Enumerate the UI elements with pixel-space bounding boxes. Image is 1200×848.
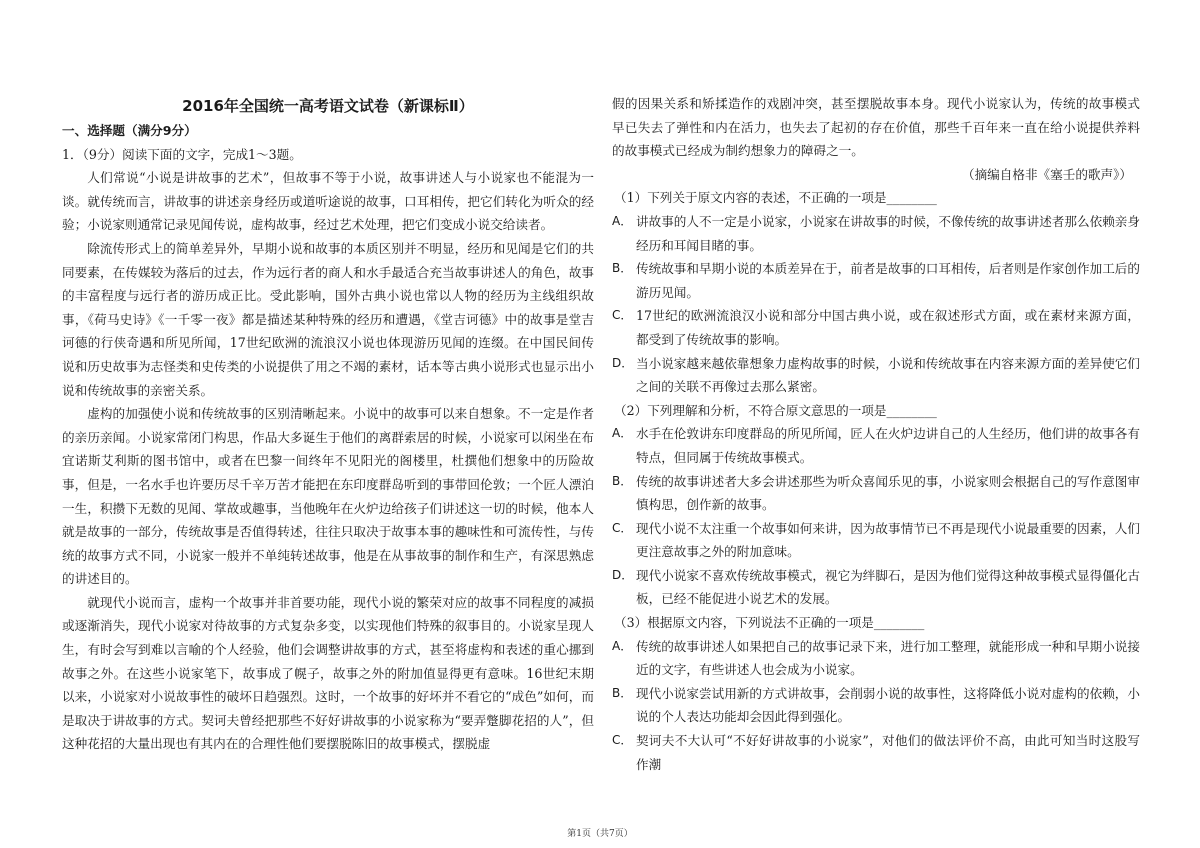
sub-question-1-option-a xyxy=(612,210,1140,257)
question-1-heading: 1．（9分）阅读下面的文字，完成1～3题。 xyxy=(62,146,302,162)
sub-question-3-option-a xyxy=(612,635,1140,682)
option-label: A． xyxy=(612,426,633,441)
option-label: D． xyxy=(612,567,634,582)
passage-paragraph-3: 虚构的加强使小说和传统故事的区别清晰起来。小说中的故事可以来自想象。不一定是作者的亲历亲闻。小说家常闭门构思，作品大多诞生于他们的离群索居的时候，小说家可以闲坐在布宜诺斯艾利斯的图书馆中，或者在巴黎一间终年不见阳光的阁楼里，杜撰他们想象中的历险故事，但是，一名水手也许要历尽千辛万苦才能把在东印度群岛听到的事带回伦敦；一个匠人漂泊一生，积攒下无数的见闻、掌故或趣事，当他晚年在火炉边给孩子们讲述这一切的时候，他本人就是故事的一部分，传统故事是否值得转述，往往只取决于故事本事的趣味性和可流传性，与传统的故事方式不同，小说家一般并不单纯转述故事，他是在从事故事的制作和生产，有深思熟虑的讲述目的。 xyxy=(62,406,594,587)
section-heading: 一、选择题（满分9分） xyxy=(62,123,197,138)
sub-question-3-option-c xyxy=(612,729,1140,776)
passage-paragraph-4-continued: 假的因果关系和矫揉造作的戏剧冲突，甚至摆脱故事本身。现代小说家认为，传统的故事模式早已失去了弹性和内在活力，也失去了起初的存在价值，那些千百年来一直在给小说提供养料的故事模式已经成为制约想象力的障碍之一。 xyxy=(612,96,1140,159)
sub-question-1-option-b xyxy=(612,257,1140,304)
sub-question-1-option-c xyxy=(612,304,1140,351)
option-text: 现代小说家不喜欢传统故事模式，视它为绊脚石，是因为他们觉得这种故事模式显得僵化古板，已经不能促进小说艺术的发展。 xyxy=(636,567,1140,607)
sub-question-1-stem: （1）下列关于原文内容的表述，不正确的一项是________ xyxy=(614,190,937,206)
sub-question-3-option-b xyxy=(612,682,1140,729)
option-text: 契诃夫不大认可“不好好讲故事的小说家”，对他们的做法评价不高，由此可知当时这股写作潮 xyxy=(636,733,1140,772)
option-text: 传统的故事讲述者大多会讲述那些为听众喜闻乐见的事，小说家则会根据自己的写作意图审慎构思，创作新的故事。 xyxy=(636,473,1140,513)
right-column xyxy=(612,92,1140,776)
sub-question-2-stem: （2）下列理解和分析，不符合原文意思的一项是________ xyxy=(614,402,937,418)
sub-question-2-option-d xyxy=(612,564,1140,611)
passage-source: （摘编自格非《塞壬的歌声》） xyxy=(961,166,1132,182)
passage-paragraph-1: 人们常说“小说是讲故事的艺术”，但故事不等于小说，故事讲述人与小说家也不能混为一谈。就传统而言，讲故事的讲述亲身经历或道听途说的故事，口耳相传，把它们转化为听众的经验；小说家则通常记录见闻传说，虚构故事，经过艺术处理，把它们变成小说交给读者。 xyxy=(62,170,594,233)
option-text: 传统的故事讲述人如果把自己的故事记录下来，进行加工整理，就能形成一种和早期小说接近的文字，有些讲述人也会成为小说家。 xyxy=(636,638,1140,678)
sub-question-1-option-d xyxy=(612,352,1140,399)
passage-paragraph-4: 就现代小说而言，虚构一个故事并非首要功能，现代小说的繁荣对应的故事不同程度的减损或逐渐消失，现代小说家对待故事的方式复杂多变，以实现他们特殊的叙事目的。小说家呈现人生，有时会写到难以言喻的个人经验，他们会调整讲故事的方式，甚至将虚构和表述的重心挪到故事之外。在这些小说家笔下，故事成了幌子，故事之外的附加值显得更有意味。16世纪末期以来，小说家对小说故事性的破坏日趋强烈。这时，一个故事的好坏并不看它的“成色”如何，而是取决于讲故事的方式。契诃夫曾经把那些不好好讲故事的小说家称为“要弄蹩脚花招的人”，但这种花招的大量出现也有其内在的合理性᠎他们要摆脱陈旧的故事模式，摆脱虚 xyxy=(62,594,594,752)
option-label: B． xyxy=(612,261,633,276)
passage-paragraph-2: 除流传形式上的简单差异外，早期小说和故事的本质区别并不明显，经历和见闻是它们的共同要素，在传媒较为落后的过去，作为远行者的商人和水手最适合充当故事讲述人的角色，故事的丰富程度与远行者的游历成正比。受此影响，国外古典小说也常以人物的经历为主线组织故事，《荷马史诗》《一千零一夜》都是描述某种特殊的经历和遭遇，《堂吉诃德》中的故事是堂吉诃德的行侠奇遇和所见所闻，17世纪欧洲的流浪汉小说也体现游历见闻的连缀。在中国民间传说和历史故事为志怪类和史传类的小说提供了用之不竭的素材，话本等古典小说形式也显示出小说和传统故事的亲密关系。 xyxy=(62,240,594,398)
exam-title: 2016年全国统一高考语文试卷（新课标Ⅱ） xyxy=(182,97,474,115)
sub-question-2-option-a xyxy=(612,422,1140,469)
page-footer: 第1页（共7页） xyxy=(567,829,633,839)
option-label: A． xyxy=(612,638,633,653)
option-label: C． xyxy=(612,520,633,535)
option-text: 现代小说不太注重一个故事如何来讲，因为故事情节已不再是现代小说最重要的因素，人们更注意故事之外的附加意味。 xyxy=(636,520,1140,560)
option-label: D． xyxy=(612,355,634,370)
option-label: B． xyxy=(612,473,633,488)
option-text: 传统故事和早期小说的本质差异在于，前者是故事的口耳相传，后者则是作家创作加工后的游历见闻。 xyxy=(636,261,1140,300)
option-label: B． xyxy=(612,685,633,700)
option-label: C． xyxy=(612,733,633,748)
option-label: C． xyxy=(612,308,633,323)
left-column xyxy=(62,92,594,756)
option-label: A． xyxy=(612,213,633,228)
option-text: 讲故事的人不一定是小说家，小说家在讲故事的时候，不像传统的故事讲述者那么依赖亲身经历和耳闻目睹的事。 xyxy=(636,213,1140,253)
sub-question-3-stem: （3）根据原文内容，下列说法不正确的一项是________ xyxy=(614,615,925,631)
sub-question-2-option-c xyxy=(612,517,1140,564)
option-text: 现代小说家尝试用新的方式讲故事，会削弱小说的故事性，这将降低小说对虚构的依赖，小说的个人表达功能却会因此得到强化。 xyxy=(636,685,1140,725)
sub-question-2-option-b xyxy=(612,470,1140,517)
option-text: 17世纪的欧洲流浪汉小说和部分中国古典小说，或在叙述形式方面，或在素材来源方面，都受到了传统故事的影响。 xyxy=(636,308,1140,347)
option-text: 当小说家越来越依靠想象力虚构故事的时候，小说和传统故事在内容来源方面的差异使它们之间的关联不再像过去那么紧密。 xyxy=(636,355,1140,395)
option-text: 水手在伦敦讲东印度群岛的所见所闻，匠人在火炉边讲自己的人生经历，他们讲的故事各有特点，但同属于传统故事模式。 xyxy=(636,426,1140,465)
